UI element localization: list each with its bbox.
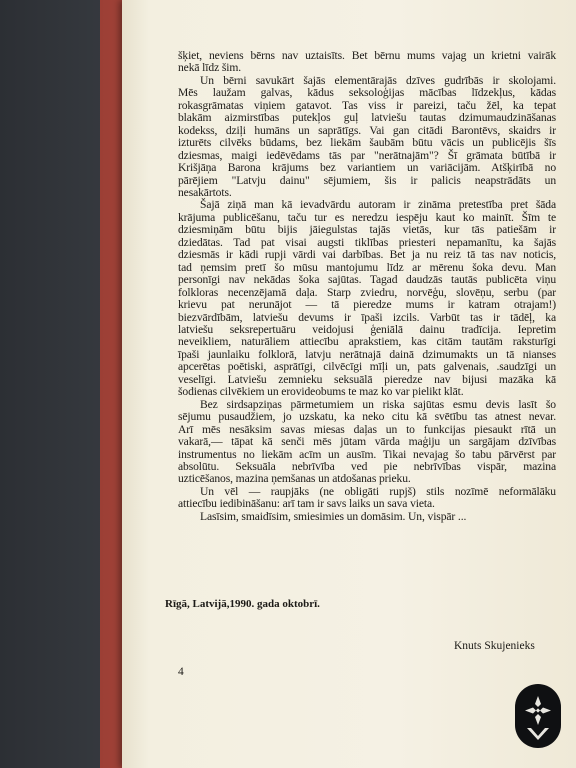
text-line: dziedātas. Tad pat visai augsti tiklības priesteri nepamanītu, ka šajās [178, 235, 556, 249]
text-line: kodekss, dziļi humāns un saprātīgs. Vai gan citādi Barontēvs, skaidrs ir [178, 123, 556, 137]
text-line: dziesmiņām būtu bijis jāiegulstas tajās vietās, kur tās patiešām ir [178, 223, 556, 237]
watermark-badge [515, 684, 561, 748]
text-line: izturēts cilvēks būdams, bez liekām šaubām būtu vācis un publicējis šīs [178, 136, 556, 150]
text-line: neveikliem, naturāliem attiecību aprakstiem, kas citām tautām raksturīgi [178, 335, 556, 349]
text-line: vakarā,— tāpat kā senči mēs jūtam vārda maģiju un sargājam dzīvības [178, 435, 556, 449]
text-line: biezvārdībām, latviešu devums ir īpaši izcils. Varbūt tas ir tādēļ, ka [178, 310, 556, 324]
paragraph [178, 399, 556, 486]
text-line: sējumu pusaudžiem, jo uzskatu, ka neko citu kā svētību tas atnest nevar. [178, 410, 556, 424]
paragraph [178, 511, 556, 523]
text-line: personīgi nav nekādas šoka sajūtas. Tagad daudzās tautās publicēta viņu [178, 273, 556, 287]
text-line: Mēs laužam galvas, kādus seksoloģijas mācības līdzekļus, kādas [178, 86, 556, 100]
text-line: krievu pat nerunājot — tā pieredze mums ir katram otrajam!) [178, 298, 556, 312]
place-date: Rīgā, Latvijā,1990. gada oktobrī. [165, 598, 320, 610]
text-line: absolūtu. Seksuāla nebrīvība ved pie nebrīvības vispār, mazina [178, 459, 556, 473]
ornament-star-icon [515, 684, 561, 748]
text-line: tad ņemsim pretī šo mūsu mantojumu līdz ar mērenu šoka devu. Man [178, 260, 556, 274]
paragraph [178, 486, 556, 511]
text-line: Krišjāņa Barona krājums bez variantiem un variācijām. Atšķirībā no [178, 161, 556, 175]
page-number: 4 [178, 666, 184, 678]
author-signature: Knuts Skujenieks [454, 640, 535, 652]
text-line: dziesmas, maigi iedēvēdams tās par "nerātnajām"? Šī grāmata būtībā ir [178, 148, 556, 162]
text-line: nekā līdz šim. [178, 61, 242, 75]
text-line: Lasīsim, smaidīsim, smiesimies un domāsim. Un, vispār ... [200, 509, 467, 523]
paragraph [178, 199, 556, 398]
text-line: Šajā ziņā man kā ievadvārdu autoram ir zināma pretestība pret šāda [200, 198, 556, 212]
text-line: Arī mēs nesāksim savas miesas daļas un to funkcijas piesaukt rītā un [178, 422, 556, 436]
text-line: veselīgi. Latviešu zemnieku seksuālā pieredze nav bijusi mazāka kā [178, 372, 556, 386]
text-line: īpaši jaunlaiku folklorā, latvju nerātnajā dainā dzimumakts un tā nianses [178, 347, 556, 361]
text-line: nesakārtots. [178, 185, 232, 199]
text-line: pārējiem "Latvju dainu" sējumiem, šis ir palicis neapstrādāts un [178, 173, 556, 187]
text-line: apcerētas poētiski, asprātīgi, cilvēcīgi mīļi un, pats galvenais, .saudzīgi un [178, 360, 556, 374]
paragraph [178, 50, 556, 75]
paragraph [178, 75, 556, 200]
text-line: latviešu seksrepertuāru veidojusi ģeniālā dainu tradīcija. Iepretim [178, 322, 556, 336]
text-line: dziesmās ir kādi rupji vārdi vai darbības. Bet ja nu reiz tā tas nav noticis, [178, 248, 556, 262]
text-line: Un vēl — raupjāks (ne obligāti rupjš) stils nozīmē neformālāku [200, 484, 556, 498]
body-text [178, 50, 556, 523]
text-line: instrumentus no liekām acīm un ausīm. Tikai nevajag šo tabu pārvērst par [178, 447, 556, 461]
text-line: Un bērni savukārt šajās elementārajās dzīves gudrībās ir skolojami. [200, 73, 556, 87]
text-line: attiecību iedibināšanu: arī tam ir savs laiks un sava vieta. [178, 497, 435, 511]
text-line: blakām aizmirstības putekļos guļ latviešu tautas dzimumaudzināšanas [178, 111, 556, 125]
text-line: uzticēšanos, mazina ņemšanas un atdošanas prieku. [178, 472, 411, 486]
text-line: folkloras necenzējamā daļa. Starp zviedru, norvēģu, slovēņu, serbu (par [178, 285, 556, 299]
text-line: rokasgrāmatas viņiem gatavot. Tas viss ir pareizi, taču žēl, ka tepat [178, 98, 556, 112]
text-line: šķiet, neviens bērns nav uztaisīts. Bet bērnu mums vajag un krietni vairāk [178, 49, 556, 62]
text-line: šodienas cilvēkiem un erovideobums te maz ko var pielikt klāt. [178, 385, 464, 399]
text-line: Bez sirdsapziņas pārmetumiem un riska sajūtas esmu devis lasīt šo [200, 397, 556, 411]
text-line: krājuma publicēšanu, taču tur es neredzu iespēju kaut ko mainīt. Šīm te [178, 210, 556, 224]
